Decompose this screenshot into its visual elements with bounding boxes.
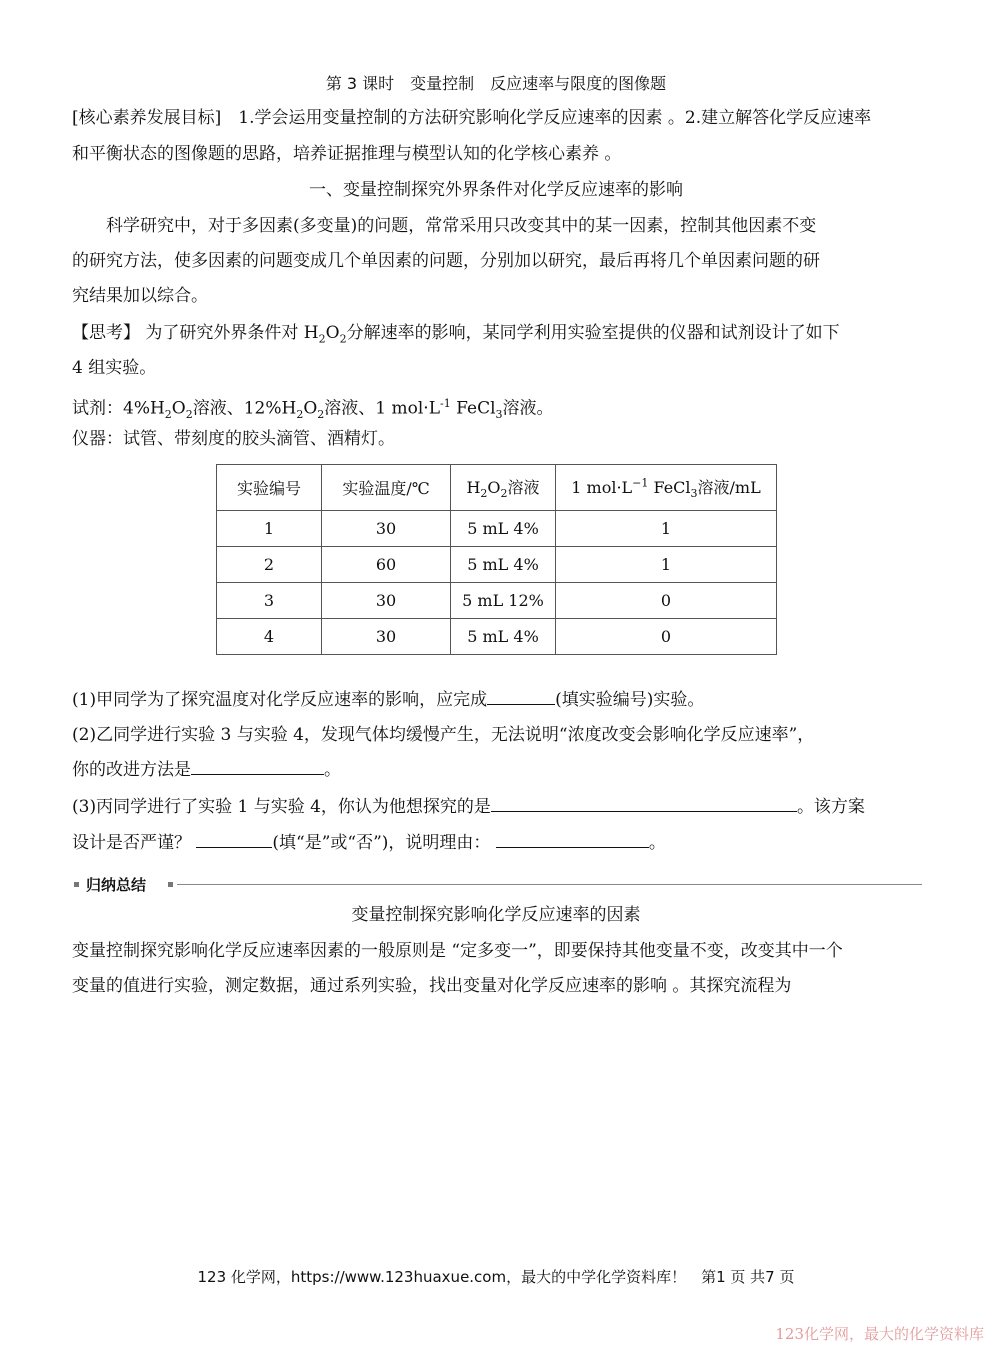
answer-blank[interactable] xyxy=(191,758,324,775)
table-cell: 5 mL 4% xyxy=(451,511,556,547)
question-1 xyxy=(72,688,704,711)
answer-blank[interactable] xyxy=(491,795,797,812)
table-cell: 30 xyxy=(322,583,451,619)
section-heading: 一、变量控制探究外界条件对化学反应速率的影响 xyxy=(309,180,683,200)
q3-text-4: (填“是”或“否”)，说明理由： xyxy=(272,833,491,853)
table-cell: 1 xyxy=(217,511,322,547)
question-3 xyxy=(72,795,865,818)
answer-blank[interactable] xyxy=(196,831,272,848)
q3-text: (3)丙同学进行了实验 1 与实验 4，你认为他想探究的是 xyxy=(72,797,491,817)
table-cell: 0 xyxy=(556,583,777,619)
question-3-cont xyxy=(72,831,666,854)
question-2-cont xyxy=(72,758,341,781)
square-bullet-icon xyxy=(168,882,173,887)
square-bullet-icon xyxy=(74,882,79,887)
header-cell: 实验编号 xyxy=(217,465,322,511)
summary-title: 变量控制探究影响化学反应速率的因素 xyxy=(351,905,641,925)
goals-line-2: 和平衡状态的图像题的思路，培养证据推理与模型认知的化学核心素养 。 xyxy=(72,144,622,164)
header-cell: 1 $mol\cdot L^{-1}$ FeCl$_3$溶液/mL xyxy=(556,465,777,511)
answer-blank[interactable] xyxy=(487,688,555,705)
table-cell: 60 xyxy=(322,547,451,583)
q2-text: 你的改进方法是 xyxy=(72,760,191,780)
reagents-line: 试剂：$4\%H_2O_2$溶液、$12\%H_2O_2$溶液、1 $mol\cdot L^{-1}$ FeCl$_3$溶液。 xyxy=(72,397,554,422)
table-row xyxy=(217,583,777,619)
goals-line-1: [核心素养发展目标] 1.学会运用变量控制的方法研究影响化学反应速率的因素 。2.建立解答化学反应速率 xyxy=(72,108,872,128)
intro-line-2: 的研究方法，使多因素的问题变成几个单因素的问题，分别加以研究，最后再将几个单因素问题的研 xyxy=(72,251,820,271)
q1-text: (1)甲同学为了探究温度对化学反应速率的影响，应完成 xyxy=(72,690,488,710)
summary-line-1: 变量控制探究影响化学反应速率因素的一般原则是 “定多变一”，即要保持其他变量不变，改变其中一个 xyxy=(72,941,843,961)
table-row xyxy=(217,511,777,547)
header-cell: $H_2O_2$溶液 xyxy=(451,465,556,511)
question-2: (2)乙同学进行实验 3 与实验 4，发现气体均缓慢产生，无法说明“浓度改变会影响化学反应速率”， xyxy=(72,725,815,745)
table-cell: 5 mL 4% xyxy=(451,547,556,583)
divider xyxy=(177,884,922,885)
table-cell: 4 xyxy=(217,619,322,655)
q3-end: 。 xyxy=(648,833,666,853)
think-line: 【思考】 为了研究外界条件对 $H_2O_2$分解速率的影响，某同学利用实验室提供的仪器和试剂设计了如下 xyxy=(72,323,840,346)
table-row xyxy=(217,619,777,655)
intro-line-3: 究结果加以综合。 xyxy=(72,286,208,306)
think-line-2: 4 组实验。 xyxy=(72,358,157,378)
table-cell: 5 mL 12% xyxy=(451,583,556,619)
table-cell: 1 xyxy=(556,547,777,583)
q1-text-end: (填实验编号)实验。 xyxy=(555,690,705,710)
summary-section-header xyxy=(72,874,922,896)
table-cell: 1 xyxy=(556,511,777,547)
instruments-line: 仪器：试管、带刻度的胶头滴管、酒精灯。 xyxy=(72,429,395,449)
answer-blank[interactable] xyxy=(496,831,649,848)
intro-line-1: 科学研究中，对于多因素(多变量)的问题，常常采用只改变其中的某一因素，控制其他因素不变 xyxy=(106,216,817,236)
table-row xyxy=(217,547,777,583)
summary-line-2: 变量的值进行实验，测定数据，通过系列实验，找出变量对化学反应速率的影响 。其探究流程为 xyxy=(72,976,792,996)
table-cell: 30 xyxy=(322,511,451,547)
table-cell: 0 xyxy=(556,619,777,655)
table-cell: 2 xyxy=(217,547,322,583)
table-cell: 30 xyxy=(322,619,451,655)
table-cell: 5 mL 4% xyxy=(451,619,556,655)
q2-end: 。 xyxy=(324,760,341,780)
watermark: 123化学网，最大的化学资料库 xyxy=(775,1325,984,1343)
header-cell: 实验温度/℃ xyxy=(322,465,451,511)
summary-label: 归纳总结 xyxy=(86,876,147,894)
q3-text-3: 设计是否严谨？ xyxy=(72,833,191,853)
table-header-row xyxy=(217,465,777,511)
q3-text-2: 。该方案 xyxy=(796,797,865,817)
page-footer: 123 化学网，https://www.123huaxue.com，最大的中学化学资料库！ 第1 页 共7 页 xyxy=(197,1268,795,1286)
page-title: 第 3 课时 变量控制 反应速率与限度的图像题 xyxy=(325,74,667,93)
table-cell: 3 xyxy=(217,583,322,619)
experiment-table xyxy=(216,464,777,655)
